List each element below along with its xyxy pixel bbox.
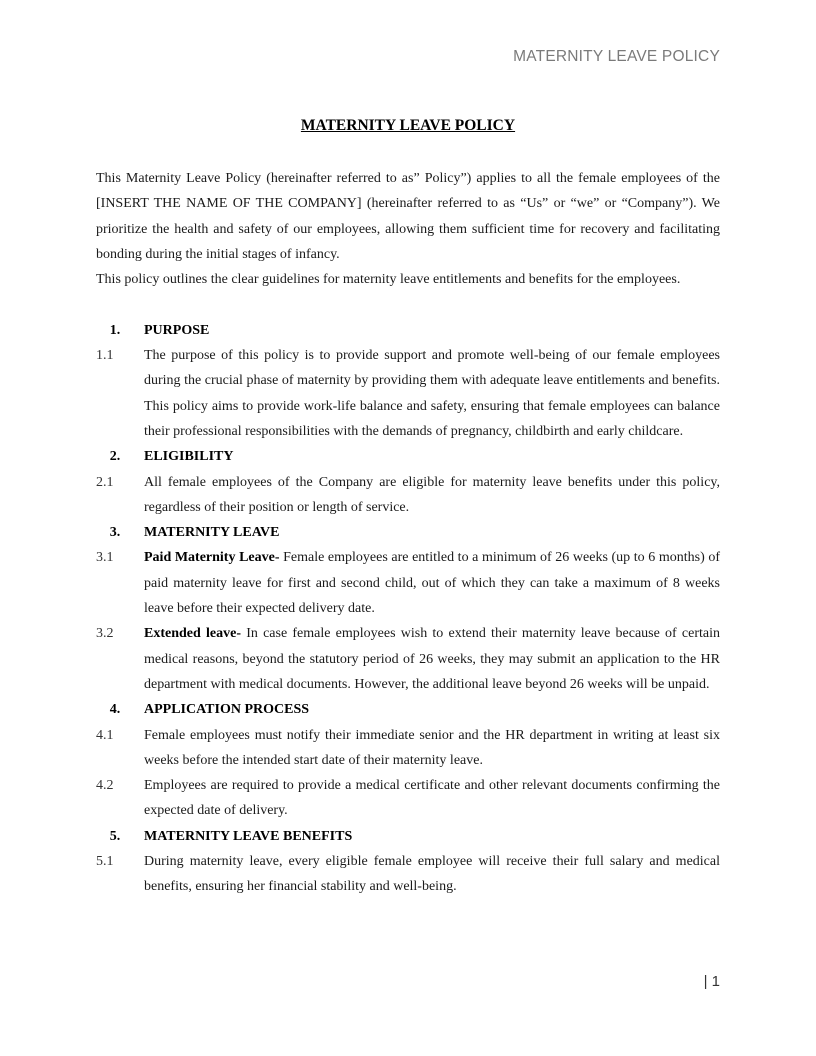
section-title: MATERNITY LEAVE xyxy=(144,525,280,541)
clause-text: Female employees must notify their immediate senior and the HR department in writing at least six weeks before the intended start date of their maternity leave. xyxy=(144,727,720,768)
clause xyxy=(96,545,720,621)
intro-paragraph: This Maternity Leave Policy (hereinafter referred to as” Policy”) applies to all the female employees of the [INSERT THE NAME OF THE COMPANY] (hereinafter referred to as “Us” or “we” or “Company”). We prioritize the health and safety of our employees, allowing them sufficient time for recovery and facilitating bonding during the initial stages of infancy. xyxy=(96,171,720,262)
clause-text xyxy=(144,621,720,697)
section-heading xyxy=(96,697,720,722)
clause-number: 3.2 xyxy=(96,626,114,642)
page-number: | 1 xyxy=(703,973,720,990)
clause-text: The purpose of this policy is to provide support and promote well-being of our female employees during the crucial phase of maternity by providing them with adequate leave entitlements and benefits. This policy aims to provide work-life balance and safety, ensuring that female employees can balance their professional responsibilities with the demands of pregnancy, childbirth and early childcare. xyxy=(144,348,720,439)
section-number: 2. xyxy=(109,449,121,465)
section-heading xyxy=(96,824,720,849)
document-title: MATERNITY LEAVE POLICY xyxy=(300,117,516,134)
clause-text: Employees are required to provide a medical certificate and other relevant documents confirming the expected date of delivery. xyxy=(144,778,720,819)
section-number: 1. xyxy=(109,322,121,338)
clause-lead-in: Extended leave- xyxy=(144,626,241,642)
section-heading xyxy=(96,520,720,545)
clause-text xyxy=(144,545,720,621)
section-title: ELIGIBILITY xyxy=(144,449,234,465)
clause-number: 5.1 xyxy=(96,854,114,870)
page-header: MATERNITY LEAVE POLICY xyxy=(513,48,720,65)
section-number: 4. xyxy=(109,702,121,718)
section-heading xyxy=(96,444,720,469)
clause-number: 1.1 xyxy=(96,348,114,364)
section-heading xyxy=(96,318,720,343)
clause xyxy=(96,470,720,521)
section-title: MATERNITY LEAVE BENEFITS xyxy=(144,828,353,844)
clause-body: Female employees are entitled to a minimum of 26 weeks (up to 6 months) of paid maternity leave for first and second child, out of which they can take a maximum of 8 weeks leave before their expected delivery date. xyxy=(144,550,721,617)
clause-number: 3.1 xyxy=(96,550,114,566)
clause xyxy=(96,723,720,774)
section-title: APPLICATION PROCESS xyxy=(144,702,310,718)
clause-lead-in: Paid Maternity Leave- xyxy=(144,550,280,566)
intro-paragraph: This policy outlines the clear guidelines for maternity leave entitlements and benefits for the employees. xyxy=(96,272,681,288)
clause xyxy=(96,343,720,444)
clause xyxy=(96,621,720,697)
blank-line xyxy=(96,292,720,317)
clause xyxy=(96,773,720,824)
clause-text: During maternity leave, every eligible female employee will receive their full salary and medical benefits, ensuring her financial stability and well-being. xyxy=(144,854,720,895)
section-number: 3. xyxy=(109,525,121,541)
clause xyxy=(96,849,720,900)
document-body xyxy=(96,166,720,900)
section-title: PURPOSE xyxy=(144,322,210,338)
clause-number: 4.1 xyxy=(96,727,114,743)
clause-text: All female employees of the Company are eligible for maternity leave benefits under this policy, regardless of their position or length of service. xyxy=(144,474,720,515)
section-number: 5. xyxy=(109,828,121,844)
clause-number: 2.1 xyxy=(96,474,114,490)
clause-body: In case female employees wish to extend their maternity leave because of certain medical reasons, beyond the statutory period of 26 weeks, they may submit an application to the HR department with medical documents. However, the additional leave beyond 26 weeks will be unpaid. xyxy=(144,626,720,692)
clause-number: 4.2 xyxy=(96,778,114,794)
